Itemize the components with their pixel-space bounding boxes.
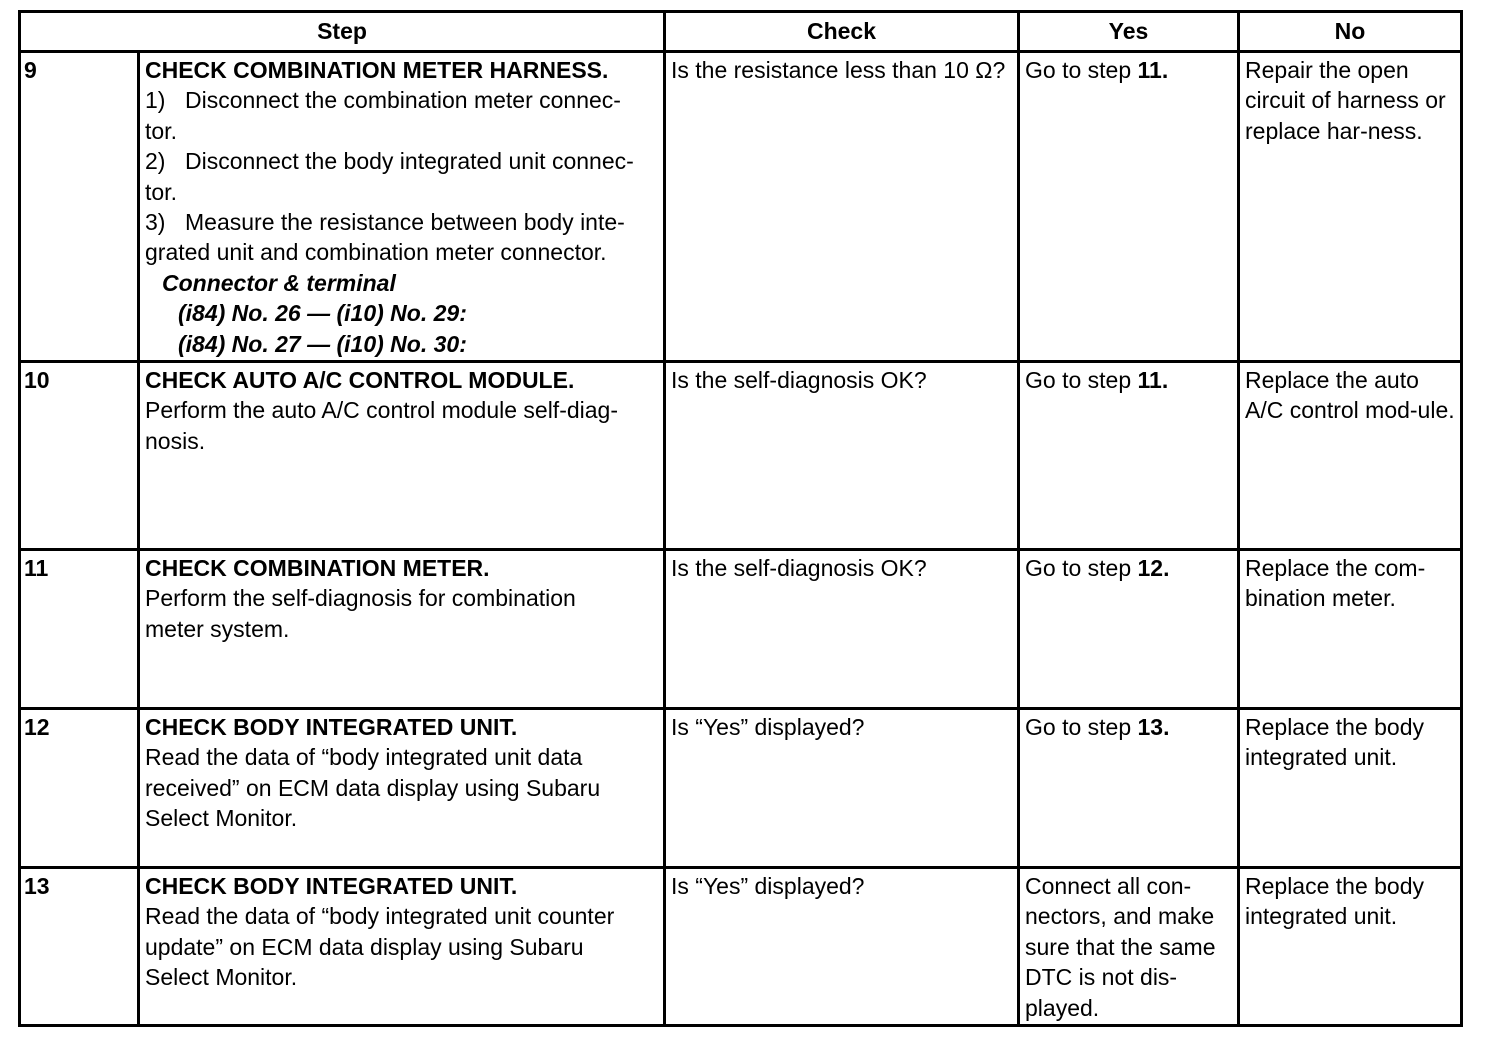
step-description xyxy=(139,709,665,868)
step-number: 13 xyxy=(20,868,139,1026)
step-body: received” on ECM data display using Subaru xyxy=(145,774,601,801)
table-row xyxy=(20,709,1462,868)
step-body: Perform the auto A/C control module self-diag- xyxy=(145,397,619,424)
step-header: Step xyxy=(20,12,665,52)
yes-cell: Connect all con-nectors, and make sure that the same DTC is not dis-played. xyxy=(1019,868,1239,1026)
step-title: CHECK COMBINATION METER. xyxy=(145,555,490,581)
step-link: 12. xyxy=(1137,555,1170,581)
connector-terminal: (i84) No. 27 — (i10) No. 30: xyxy=(178,330,467,357)
step-link: 13. xyxy=(1137,714,1170,740)
table-row xyxy=(20,868,1462,1026)
step-instruction: 1) Disconnect the combination meter connec- xyxy=(145,87,621,114)
table-row xyxy=(20,362,1462,550)
yes-header: Yes xyxy=(1019,12,1239,52)
no-cell: Repair the open circuit of harness or replace har-ness. xyxy=(1239,52,1462,362)
step-title: CHECK BODY INTEGRATED UNIT. xyxy=(145,873,518,899)
step-title: CHECK AUTO A/C CONTROL MODULE. xyxy=(145,367,575,393)
table-row xyxy=(20,52,1462,362)
yes-cell: Go to step 11. xyxy=(1019,52,1239,362)
step-body: nosis. xyxy=(145,427,206,454)
no-cell: Replace the com-bination meter. xyxy=(1239,550,1462,709)
step-link: 11. xyxy=(1137,57,1169,83)
step-instruction-cont: tor. xyxy=(145,178,177,205)
step-title: CHECK BODY INTEGRATED UNIT. xyxy=(145,714,518,740)
no-cell: Replace the body integrated unit. xyxy=(1239,709,1462,868)
step-description xyxy=(139,362,665,550)
step-body: Select Monitor. xyxy=(145,964,298,991)
step-description xyxy=(139,550,665,709)
step-body: Read the data of “body integrated unit counter xyxy=(145,903,615,930)
step-instruction: 3) Measure the resistance between body inte- xyxy=(145,209,625,236)
yes-cell: Go to step 13. xyxy=(1019,709,1239,868)
step-body: Read the data of “body integrated unit data xyxy=(145,744,583,771)
check-header: Check xyxy=(665,12,1019,52)
step-instruction-cont: grated unit and combination meter connector. xyxy=(145,239,607,266)
check-cell: Is the resistance less than 10 Ω? xyxy=(665,52,1019,362)
step-body: update” on ECM data display using Subaru xyxy=(145,933,584,960)
step-title: CHECK COMBINATION METER HARNESS. xyxy=(145,57,609,83)
connector-terminal: (i84) No. 26 — (i10) No. 29: xyxy=(178,300,467,327)
no-header: No xyxy=(1239,12,1462,52)
header-row xyxy=(20,12,1462,52)
step-instruction: 2) Disconnect the body integrated unit connec- xyxy=(145,148,634,175)
step-number: 10 xyxy=(20,362,139,550)
yes-cell: Go to step 11. xyxy=(1019,362,1239,550)
no-cell: Replace the body integrated unit. xyxy=(1239,868,1462,1026)
no-cell: Replace the auto A/C control mod-ule. xyxy=(1239,362,1462,550)
step-description xyxy=(139,52,665,362)
diagnostic-table xyxy=(18,10,1463,1027)
check-cell: Is the self-diagnosis OK? xyxy=(665,550,1019,709)
step-body: Select Monitor. xyxy=(145,805,298,832)
step-link: 11. xyxy=(1137,367,1169,393)
step-body: Perform the self-diagnosis for combination xyxy=(145,585,576,612)
step-body: meter system. xyxy=(145,615,290,642)
step-number: 9 xyxy=(20,52,139,362)
check-cell: Is “Yes” displayed? xyxy=(665,709,1019,868)
step-number: 11 xyxy=(20,550,139,709)
step-instruction-cont: tor. xyxy=(145,117,177,144)
table-row xyxy=(20,550,1462,709)
check-cell: Is the self-diagnosis OK? xyxy=(665,362,1019,550)
step-number: 12 xyxy=(20,709,139,868)
check-cell: Is “Yes” displayed? xyxy=(665,868,1019,1026)
yes-cell: Go to step 12. xyxy=(1019,550,1239,709)
step-description xyxy=(139,868,665,1026)
connector-heading: Connector & terminal xyxy=(162,269,396,296)
